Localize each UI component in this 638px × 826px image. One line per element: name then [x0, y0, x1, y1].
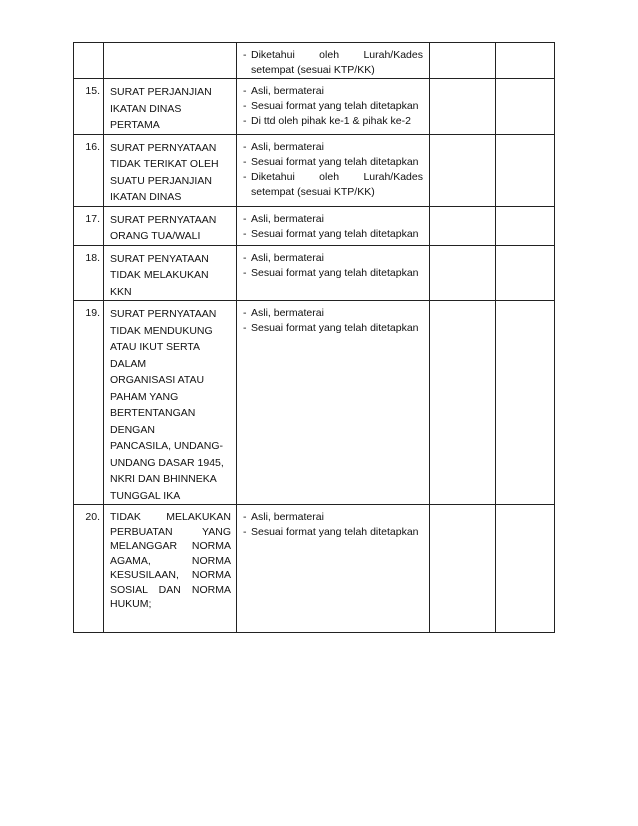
requirement-continuation: setempat (sesuai KTP/KK): [251, 64, 375, 76]
row-number: 18.: [74, 245, 104, 301]
table-row: [74, 245, 555, 301]
row-number: 16.: [74, 134, 104, 206]
document-name-line: TIDAK TERIKAT OLEH: [110, 158, 219, 170]
requirement-item: - Diketahui oleh Lurah/Kades: [243, 48, 423, 63]
requirements-cell: [237, 505, 430, 633]
document-name-line: AGAMA, NORMA: [110, 554, 231, 567]
check-cell-2: [496, 79, 555, 135]
document-name-line: PANCASILA, UNDANG-: [110, 440, 223, 452]
document-name-line: SURAT PERNYATAAN: [110, 141, 217, 154]
requirement-item: - Asli, bermaterai: [243, 510, 423, 525]
requirements-cell: [237, 134, 430, 206]
document-name-line: IKATAN DINAS: [110, 191, 182, 203]
document-name-line: TIDAK MENDUKUNG: [110, 324, 213, 337]
document-name-line: SURAT PERNYATAAN: [110, 308, 217, 320]
requirements-table: [73, 42, 555, 633]
requirement-item: - Asli, bermaterai: [243, 84, 423, 99]
row-number: [74, 43, 104, 79]
table-row: [74, 505, 555, 633]
check-cell-2: [496, 43, 555, 79]
row-number: 17.: [74, 206, 104, 245]
requirements-cell: [237, 206, 430, 245]
document-name-cell: [104, 301, 237, 505]
requirement-item: - Asli, bermaterai: [243, 212, 423, 227]
document-name-line: ORANG TUA/WALI: [110, 230, 201, 242]
check-cell-1: [430, 43, 496, 79]
document-name-line: PAHAM YANG: [110, 390, 179, 403]
check-cell-2: [496, 206, 555, 245]
document-name-cell: [104, 79, 237, 135]
document-name-line: TIDAK MELAKUKAN: [110, 511, 231, 523]
document-name-line: UNDANG DASAR 1945,: [110, 456, 224, 469]
document-name-line: MELANGGAR NORMA: [110, 540, 231, 552]
requirement-item: - Asli, bermaterai: [243, 306, 423, 321]
check-cell-1: [430, 505, 496, 633]
check-cell-2: [496, 245, 555, 301]
requirements-cell: [237, 245, 430, 301]
requirement-item: - Asli, bermaterai: [243, 140, 423, 155]
document-name-line: IKATAN DINAS PERTAMA: [110, 102, 182, 131]
table-row: [74, 134, 555, 206]
requirements-cell: [237, 43, 430, 79]
check-cell-1: [430, 79, 496, 135]
row-number: 20.: [74, 505, 104, 633]
document-name-line: PERBUATAN YANG: [110, 525, 231, 538]
requirements-cell: [237, 301, 430, 505]
requirement-item: - Di ttd oleh pihak ke-1 & pihak ke-2: [243, 114, 423, 129]
requirement-item: - Sesuai format yang telah ditetapkan: [243, 525, 423, 540]
check-cell-1: [430, 301, 496, 505]
document-name-cell: [104, 134, 237, 206]
document-name-line: KESUSILAAN, NORMA: [110, 569, 231, 581]
requirement-item: - Asli, bermaterai: [243, 251, 423, 266]
check-cell-1: [430, 206, 496, 245]
document-name-line: NKRI DAN BHINNEKA: [110, 473, 217, 485]
requirement-item: - Sesuai format yang telah ditetapkan: [243, 266, 423, 281]
document-name-cell: [104, 43, 237, 79]
document-name-line: SUATU PERJANJIAN: [110, 174, 212, 187]
table-row: [74, 301, 555, 505]
document-name-cell: [104, 505, 237, 633]
check-cell-1: [430, 134, 496, 206]
check-cell-2: [496, 505, 555, 633]
document-name-line: SOSIAL DAN NORMA: [110, 583, 231, 596]
table-row: [74, 79, 555, 135]
requirement-item: - Sesuai format yang telah ditetapkan: [243, 155, 423, 170]
table-row: [74, 43, 555, 79]
check-cell-1: [430, 245, 496, 301]
document-name-cell: [104, 206, 237, 245]
table-row: [74, 206, 555, 245]
document-name-cell: [104, 245, 237, 301]
document-name-line: TUNGGAL IKA: [110, 489, 181, 502]
document-name-line: SURAT PERJANJIAN: [110, 86, 212, 98]
row-number: 15.: [74, 79, 104, 135]
requirement-item: - Sesuai format yang telah ditetapkan: [243, 321, 423, 336]
document-name-line: SURAT PERNYATAAN: [110, 213, 217, 226]
check-cell-2: [496, 301, 555, 505]
document-name-line: BERTENTANGAN DENGAN: [110, 407, 196, 436]
requirement-item: - Sesuai format yang telah ditetapkan: [243, 227, 423, 242]
requirement-item: - Diketahui oleh Lurah/Kades: [243, 170, 423, 185]
requirements-cell: [237, 79, 430, 135]
document-name-line: ORGANISASI ATAU: [110, 374, 205, 386]
document-name-line: ATAU IKUT SERTA DALAM: [110, 341, 200, 370]
document-name-line: TIDAK MELAKUKAN KKN: [110, 269, 209, 298]
requirement-continuation: setempat (sesuai KTP/KK): [251, 185, 375, 198]
requirement-item: - Sesuai format yang telah ditetapkan: [243, 99, 423, 114]
document-name-line: SURAT PENYATAAN: [110, 252, 209, 265]
document-name-line: HUKUM;: [110, 598, 152, 610]
row-number: 19.: [74, 301, 104, 505]
check-cell-2: [496, 134, 555, 206]
